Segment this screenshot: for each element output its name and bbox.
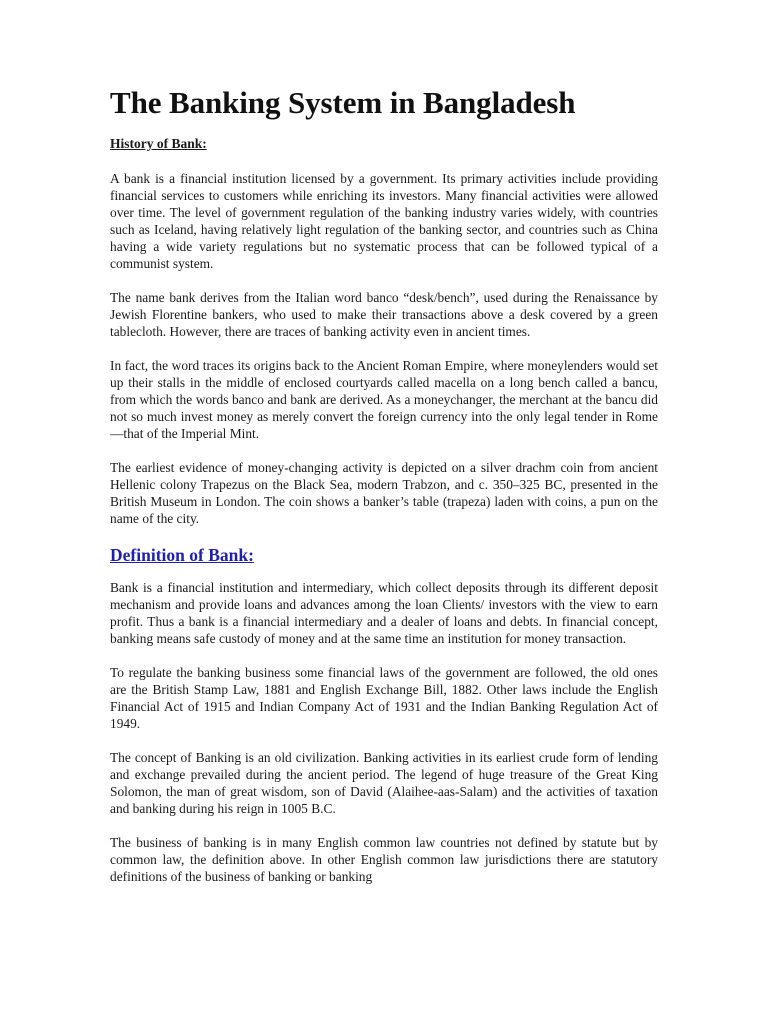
definition-heading: Definition of Bank: (110, 545, 254, 565)
definition-paragraph-3: The concept of Banking is an old civilization. Banking activities in its earliest crude form of lending and exchange prevailed during the ancient period. The legend of huge treasure of the Great King Solomon, the man of great wisdom, son of David (Alaihee-aas-Salam) and the activities of taxation and banking during his reign in 1005 B.C. (110, 750, 658, 816)
definition-paragraph-1: Bank is a financial institution and intermediary, which collect deposits through its different deposit mechanism and provide loans and advances among the loan Clients/ investors with the view to earn profit. Thus a bank is a financial intermediary and a dealer of loans and debts. In financial concept, banking means safe custody of money and at the same time an institution for money transaction. (110, 580, 658, 646)
document-title: The Banking System in Bangladesh (110, 85, 576, 120)
document-page (110, 84, 658, 902)
history-paragraph-3: In fact, the word traces its origins back to the Ancient Roman Empire, where moneylenders would set up their stalls in the middle of enclosed courtyards called macella on a long bench called a bancu, from which the words banco and bank are derived. As a moneychanger, the merchant at the bancu did not so much invest money as merely convert the foreign currency into the only legal tender in Rome—that of the Imperial Mint. (110, 358, 658, 441)
history-heading: History of Bank: (110, 136, 207, 151)
history-paragraph-1: A bank is a financial institution licensed by a government. Its primary activities include providing financial services to customers while enriching its investors. Many financial activities were allowed over time. The level of government regulation of the banking industry varies widely, with countries such as Iceland, having relatively light regulation of the banking sector, and countries such as China having a wide variety regulations but no systematic process that can be followed typical of a communist system. (110, 171, 658, 271)
definition-paragraph-4: The business of banking is in many English common law countries not defined by statute but by common law, the definition above. In other English common law jurisdictions there are statutory definitions of the business of banking or banking (110, 835, 658, 884)
history-paragraph-4: The earliest evidence of money-changing activity is depicted on a silver drachm coin from ancient Hellenic colony Trapezus on the Black Sea, modern Trabzon, and c. 350–325 BC, presented in the British Museum in London. The coin shows a banker’s table (trapeza) laden with coins, a pun on the name of the city. (110, 460, 658, 526)
definition-paragraph-2: To regulate the banking business some financial laws of the government are followed, the old ones are the British Stamp Law, 1881 and English Exchange Bill, 1882. Other laws include the English Financial Act of 1915 and Indian Company Act of 1931 and the Indian Banking Regulation Act of 1949. (110, 665, 658, 731)
history-paragraph-2: The name bank derives from the Italian word banco “desk/bench”, used during the Renaissance by Jewish Florentine bankers, who used to make their transactions above a desk covered by a green tablecloth. However, there are traces of banking activity even in ancient times. (110, 290, 658, 339)
